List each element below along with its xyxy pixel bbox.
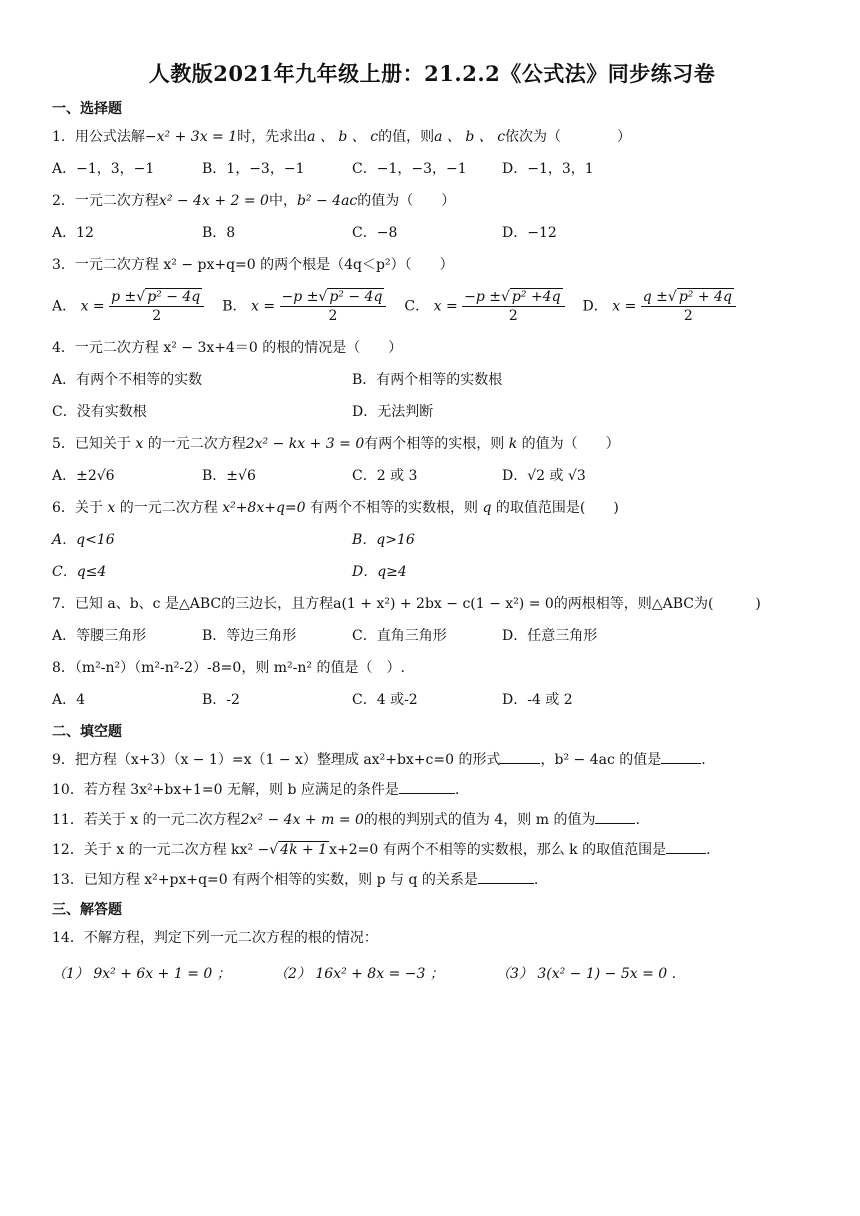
answer-blank[interactable] (399, 779, 455, 794)
fraction: $\frac{\text{−p ±√ p² − 4q}}{2}$ (280, 288, 387, 325)
option-c: C．−1，−3，−1 (352, 161, 467, 177)
section-heading-fill: 二、填空题 (52, 724, 122, 740)
question-14-parts (52, 963, 812, 983)
question-8-options (52, 689, 812, 711)
question-3-options (52, 288, 812, 325)
option-d: D．√2 或 √3 (502, 468, 586, 484)
option-b: B．8 (202, 225, 236, 241)
option-a: A．有两个不相等的实数 (52, 372, 203, 388)
question-1: 1．用公式法解−x² + 3x = 1时，先求出a 、 b 、 c的值，则a 、 b 、 c依次为（ ） (52, 129, 632, 145)
option-d: D．−1，3，1 (502, 161, 594, 177)
option-c: C．−8 (352, 225, 398, 241)
option-d: D．无法判断 (352, 404, 434, 420)
option-c: C．没有实数根 (52, 404, 147, 420)
option-d: D．-4 或 2 (502, 692, 573, 708)
option-a: A．4 (52, 692, 86, 708)
question-5-options (52, 465, 812, 487)
answer-blank[interactable] (595, 809, 635, 824)
answer-blank[interactable] (500, 749, 540, 764)
fraction: $\frac{\text{q ±√ p² + 4q}}{2}$ (641, 288, 736, 325)
question-6: 6．关于 x 的一元二次方程 x²+8x+q=0 有两个不相等的实数根，则 q 的取值范围是( ) (52, 500, 619, 516)
question-4: 4．一元二次方程 x² − 3x+4＝0 的根的情况是（ ） (52, 340, 403, 356)
answer-blank[interactable] (666, 839, 706, 854)
section-heading-choice: 一、选择题 (52, 101, 122, 117)
question-5: 5．已知关于 x 的一元二次方程2x² − kx + 3 = 0有两个相等的实根，则 k 的值为（ ） (52, 436, 620, 452)
answer-blank[interactable] (478, 869, 534, 884)
page-title: 人教版2021年九年级上册：21.2.2《公式法》同步练习卷 (148, 61, 716, 86)
option-d: D． x = $\frac{\text{q ±√ p² + 4q}}{2}$ (583, 288, 736, 325)
option-c: C．4 或-2 (352, 692, 418, 708)
option-a: A．±2√6 (52, 468, 115, 484)
question-9: 9．把方程（x+3）（x − 1）=x（1 − x）整理成 ax²+bx+c=0 的形式 ，b² − 4ac 的值是 . (52, 749, 812, 771)
option-b: B．±√6 (202, 468, 256, 484)
option-b: B．q>16 (352, 532, 415, 548)
option-c: C．直角三角形 (352, 628, 447, 644)
answer-blank[interactable] (661, 749, 701, 764)
question-6-options-row1 (52, 529, 812, 551)
option-d: D．任意三角形 (502, 628, 598, 644)
worksheet (52, 58, 812, 997)
question-7: 7．已知 a、b、c 是△ABC的三边长，且方程a(1 + x²) + 2bx − c(1 − x²) = 0的两根相等，则△ABC为( ) (52, 596, 761, 612)
question-8: 8．（m²-n²）（m²-n²-2）-8=0，则 m²-n² 的值是（ ）. (52, 660, 405, 676)
question-3: 3．一元二次方程 x² − px+q=0 的两个根是（4q＜p²）（ ） (52, 257, 454, 273)
fraction: $\frac{\text{p ±√ p² − 4q}}{2}$ (109, 288, 204, 325)
question-7-options (52, 625, 812, 647)
question-11: 11．若关于 x 的一元二次方程2x² − 4x + m = 0的根的判别式的值为 4，则 m 的值为 . (52, 809, 812, 831)
question-13: 13．已知方程 x²+px+q=0 有两个相等的实数，则 p 与 q 的关系是 . (52, 869, 812, 891)
question-1-options (52, 158, 812, 180)
option-a: A．−1，3，−1 (52, 161, 155, 177)
option-d: D．q≥4 (352, 564, 407, 580)
option-d: D．−12 (502, 225, 557, 241)
option-a: A．12 (52, 225, 94, 241)
part-2: （2） 16x² + 8x = −3 ； (274, 966, 444, 982)
part-1: （1） 9x² + 6x + 1 = 0 ； (52, 966, 231, 982)
question-6-options-row2 (52, 561, 812, 583)
question-4-options-row2 (52, 401, 812, 423)
option-b: B． x = $\frac{\text{−p ±√ p² − 4q}}{2}$ (222, 288, 386, 325)
option-c: C．q≤4 (52, 564, 107, 580)
option-c: C． x = $\frac{\text{−p ±√ p² +4q}}{2}$ (404, 288, 564, 325)
option-b: B．1，−3，−1 (202, 161, 305, 177)
question-14: 14．不解方程，判定下列一元二次方程的根的情况： (52, 930, 378, 946)
option-b: B．等边三角形 (202, 628, 297, 644)
fraction: $\frac{\text{−p ±√ p² +4q}}{2}$ (462, 288, 564, 325)
option-a: A．q<16 (52, 532, 115, 548)
option-b: B．-2 (202, 692, 240, 708)
question-12: 12．关于 x 的一元二次方程 kx² −√ 4k + 1 x+2=0 有两个不相等的实数根，那么 k 的取值范围是 . (52, 839, 812, 861)
question-2-options (52, 222, 812, 244)
section-heading-solve: 三、解答题 (52, 902, 122, 918)
option-b: B．有两个相等的实数根 (352, 372, 503, 388)
option-a: A．等腰三角形 (52, 628, 147, 644)
question-4-options-row1 (52, 369, 812, 391)
question-2: 2．一元二次方程x² − 4x + 2 = 0中，b² − 4ac的值为（ ） (52, 193, 456, 209)
question-10: 10．若方程 3x²+bx+1=0 无解，则 b 应满足的条件是 . (52, 779, 812, 801)
part-3: （3） 3(x² − 1) − 5x = 0 . (496, 966, 677, 982)
option-a: A． x = $\frac{\text{p ±√ p² − 4q}}{2}$ (52, 288, 204, 325)
option-c: C．2 或 3 (352, 468, 418, 484)
